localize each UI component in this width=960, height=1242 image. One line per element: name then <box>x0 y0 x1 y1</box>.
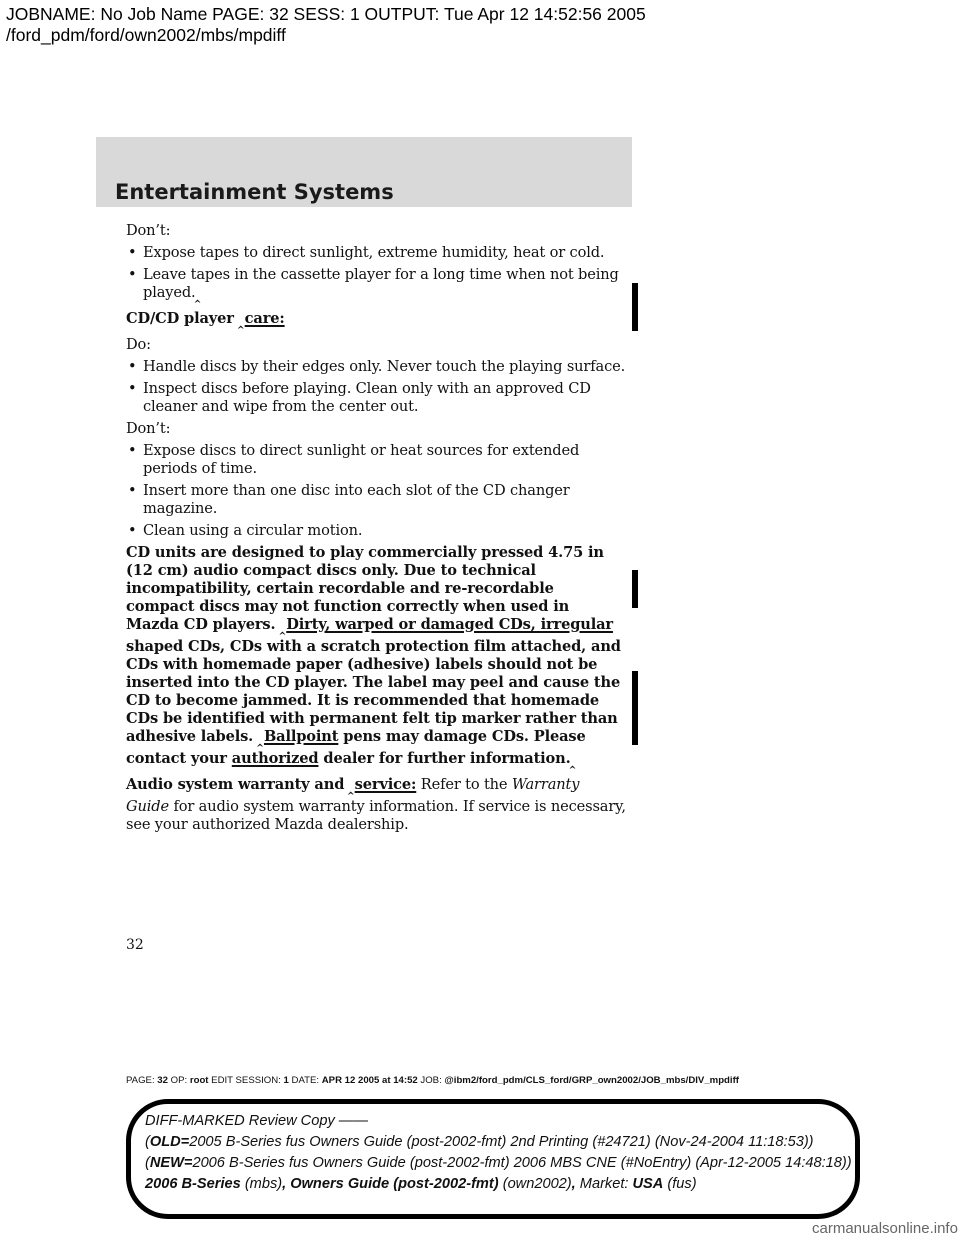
dont-tapes-label: Don’t: <box>126 222 171 239</box>
list-item: • Expose discs to direct sunlight or heat sources for extended periods of time. <box>128 442 580 477</box>
page-number: 32 <box>126 937 144 953</box>
page-info-bar: PAGE: 32 OP: root EDIT SESSION: 1 DATE: APR 12 2005 at 14:52 JOB: @ibm2/ford_pdm/CLS_ford/GRP_own2002/JOB_mbs/DIV_mpdiff <box>126 1075 739 1086</box>
list-item: • Inspect discs before playing. Clean only with an approved CD cleaner and wipe from the center out. <box>128 380 591 415</box>
section-title: Entertainment Systems <box>115 180 394 204</box>
bullet-icon: • <box>128 266 137 283</box>
diff-new-line: (NEW=2006 B-Series fus Owners Guide (post-2002-fmt) 2006 MBS CNE (#NoEntry) (Apr-12-2005 14:48:18)) <box>145 1155 852 1171</box>
diff-review-text <box>145 1111 852 1195</box>
insertion-caret-icon: ‸ <box>236 316 245 329</box>
audio-warranty-paragraph: Audio system warranty and $_‸$service: Refer to the Warranty Guide for audio system warranty information. If service is necessary, see your authorized Mazda dealership. <box>126 776 626 833</box>
diff-old-line: (OLD=2005 B-Series fus Owners Guide (post-2002-fmt) 2nd Printing (#24721) (Nov-24-2004 11:18:53)) <box>145 1134 814 1150</box>
cd-warning-paragraph: CD units are designed to play commercially pressed 4.75 in (12 cm) audio compact discs only. Due to technical incompatibility, certain recordable and re-recordable compact discs may not function correctly when used in Mazda CD players. $_‸$Dirty, warped or damaged CDs, irregular shaped CDs, CDs with a scratch protection film attached, and CDs with homemade paper (adhesive) labels should not be inserted into the CD player. The label may peel and cause the CD to become jammed. It is recommended that homemade CDs be identified with permanent felt tip marker rather than adhesive labels. $_‸$Ballpoint pens may damage CDs. Please contact your authorized dealer for further $information._‸$ <box>126 544 621 769</box>
dont-discs-list <box>126 442 626 540</box>
list-item: • Insert more than one disc into each slot of the CD changer magazine. <box>128 482 570 517</box>
job-header <box>6 4 646 46</box>
job-header-line1: JOBNAME: No Job Name PAGE: 32 SESS: 1 OUTPUT: Tue Apr 12 14:52:56 2005 <box>6 4 646 24</box>
dont-discs-label: Don’t: <box>126 420 171 437</box>
bullet-icon: • <box>128 358 137 375</box>
cd-care-heading: CD/CD player $_‸$care: <box>126 310 285 329</box>
dont-tapes-list <box>126 244 626 306</box>
insertion-caret-icon: ‸ <box>346 782 355 795</box>
do-list <box>126 358 626 416</box>
bullet-icon: • <box>128 244 137 261</box>
insertion-caret-icon: ‸ <box>568 756 577 769</box>
list-item: • Leave tapes in the cassette player for a long time when not being $played._‸$ <box>128 266 619 303</box>
change-bar <box>632 283 638 331</box>
change-bar <box>632 671 638 745</box>
insertion-caret-icon: ‸ <box>278 622 287 635</box>
list-item: • Expose tapes to direct sunlight, extreme humidity, heat or cold. <box>128 244 605 261</box>
bullet-icon: • <box>128 482 137 499</box>
do-label: Do: <box>126 336 151 353</box>
insertion-caret-icon: ‸ <box>193 290 202 303</box>
job-header-path: /ford_pdm/ford/own2002/mbs/mpdiff <box>6 25 286 45</box>
bullet-icon: • <box>128 522 137 539</box>
page-content <box>126 222 626 838</box>
watermark[interactable]: carmanualsonline.info <box>812 1220 958 1237</box>
change-bar <box>632 570 638 608</box>
insertion-caret-icon: ‸ <box>256 734 264 747</box>
bullet-icon: • <box>128 442 137 459</box>
list-item: • Clean using a circular motion. <box>128 522 363 539</box>
diff-title: DIFF-MARKED Review Copy —— <box>145 1113 368 1129</box>
bullet-icon: • <box>128 380 137 397</box>
list-item: • Handle discs by their edges only. Never touch the playing surface. <box>128 358 626 375</box>
diff-meta-line: 2006 B-Series (mbs), Owners Guide (post-2002-fmt) (own2002), Market: USA (fus) <box>145 1176 697 1192</box>
